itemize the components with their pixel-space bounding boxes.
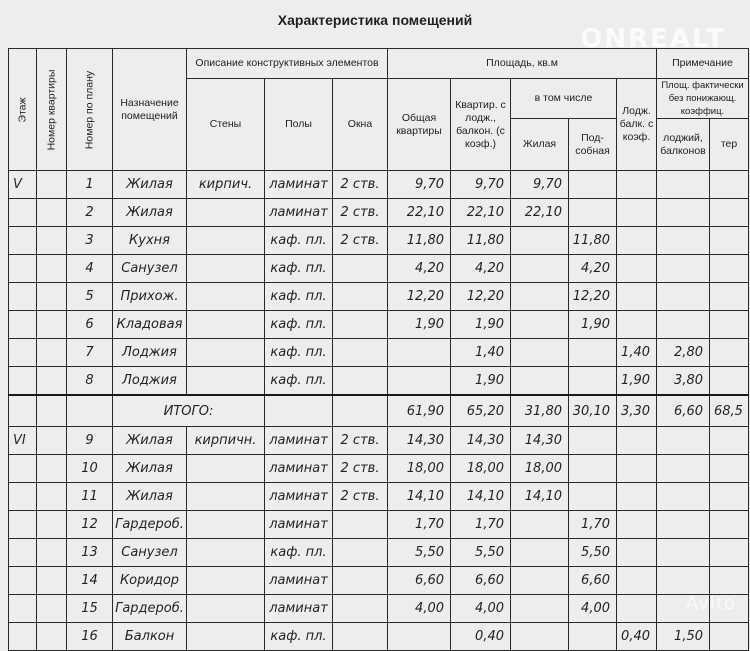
apartment-area-cell: 0,40 — [451, 623, 511, 651]
apartment-cell — [37, 427, 67, 455]
floors-cell: ламинат — [265, 455, 333, 483]
plan-number-cell: 12 — [67, 511, 113, 539]
table-row — [9, 283, 749, 311]
total-area-cell: 14,30 — [388, 427, 451, 455]
floor-cell — [9, 199, 37, 227]
total-last: 68,5 — [710, 395, 749, 427]
auxiliary-area-cell — [569, 367, 617, 396]
walls-cell — [187, 539, 265, 567]
last-cell — [710, 539, 749, 567]
auxiliary-area-cell — [569, 483, 617, 511]
table-row — [9, 427, 749, 455]
living-area-cell — [511, 567, 569, 595]
header-loggia-coef: Лодж. балк. с коэф. — [617, 79, 657, 171]
apartment-area-cell: 12,20 — [451, 283, 511, 311]
last-cell — [710, 283, 749, 311]
walls-cell — [187, 311, 265, 339]
table-row — [9, 199, 749, 227]
floor-cell — [9, 455, 37, 483]
living-area-cell: 9,70 — [511, 171, 569, 199]
actual-area-cell — [657, 427, 710, 455]
table-row — [9, 567, 749, 595]
loggia-coef-cell — [617, 483, 657, 511]
walls-cell — [187, 283, 265, 311]
purpose-cell: Санузел — [113, 539, 187, 567]
total-area-cell: 1,90 — [388, 311, 451, 339]
total-area-cell: 5,50 — [388, 539, 451, 567]
windows-cell — [333, 255, 388, 283]
apartment-cell — [37, 339, 67, 367]
actual-area-cell — [657, 171, 710, 199]
apartment-area-cell: 1,90 — [451, 311, 511, 339]
windows-cell: 2 ств. — [333, 483, 388, 511]
walls-cell — [187, 227, 265, 255]
walls-cell — [187, 199, 265, 227]
actual-area-cell: 3,80 — [657, 367, 710, 396]
floor-cell — [9, 227, 37, 255]
loggia-coef-cell — [617, 455, 657, 483]
auxiliary-area-cell: 4,00 — [569, 595, 617, 623]
purpose-cell: Гардероб. — [113, 595, 187, 623]
table-row — [9, 311, 749, 339]
header-apartment-number: Номер квартиры — [37, 49, 67, 171]
loggia-coef-cell — [617, 199, 657, 227]
last-cell — [710, 595, 749, 623]
plan-number-cell: 7 — [67, 339, 113, 367]
windows-cell: 2 ств. — [333, 171, 388, 199]
plan-number-cell: 9 — [67, 427, 113, 455]
total-zh: 31,80 — [511, 395, 569, 427]
floors-cell: каф. пл. — [265, 367, 333, 396]
table-row — [9, 339, 749, 367]
floor-cell — [9, 367, 37, 396]
loggia-coef-cell — [617, 539, 657, 567]
floors-cell: каф. пл. — [265, 227, 333, 255]
header-area: Площадь, кв.м — [388, 49, 657, 79]
total-area-cell: 22,10 — [388, 199, 451, 227]
last-cell — [710, 311, 749, 339]
windows-cell — [333, 367, 388, 396]
actual-area-cell — [657, 483, 710, 511]
apartment-area-cell: 1,90 — [451, 367, 511, 396]
purpose-cell: Лоджия — [113, 367, 187, 396]
header-last: тер — [710, 119, 749, 171]
auxiliary-area-cell — [569, 427, 617, 455]
apartment-cell — [37, 567, 67, 595]
actual-area-cell — [657, 199, 710, 227]
actual-area-cell — [657, 595, 710, 623]
total-area-cell: 4,20 — [388, 255, 451, 283]
table-row — [9, 539, 749, 567]
walls-cell — [187, 567, 265, 595]
last-cell — [710, 455, 749, 483]
purpose-cell: Кладовая — [113, 311, 187, 339]
apartment-area-cell: 14,30 — [451, 427, 511, 455]
actual-area-cell — [657, 227, 710, 255]
header-purpose: Назначение помещений — [113, 49, 187, 171]
purpose-cell: Жилая — [113, 171, 187, 199]
total-area-cell: 6,60 — [388, 567, 451, 595]
header-floor: Этаж — [9, 49, 37, 171]
auxiliary-area-cell — [569, 623, 617, 651]
document-title: Характеристика помещений — [277, 12, 473, 28]
watermark-bottom: Avito — [686, 593, 736, 614]
header-loggias-balconies: лоджий, балконов — [657, 119, 710, 171]
last-cell — [710, 227, 749, 255]
actual-area-cell — [657, 539, 710, 567]
apartment-cell — [37, 511, 67, 539]
auxiliary-area-cell: 6,60 — [569, 567, 617, 595]
living-area-cell — [511, 511, 569, 539]
loggia-coef-cell — [617, 595, 657, 623]
total-area-cell — [388, 623, 451, 651]
floors-cell: ламинат — [265, 171, 333, 199]
living-area-cell — [511, 339, 569, 367]
plan-number-cell: 4 — [67, 255, 113, 283]
living-area-cell — [511, 227, 569, 255]
plan-number-cell: 11 — [67, 483, 113, 511]
header-windows: Окна — [333, 79, 388, 171]
apartment-area-cell: 9,70 — [451, 171, 511, 199]
table-row — [9, 227, 749, 255]
header-note: Примечание — [657, 49, 749, 79]
loggia-coef-cell — [617, 171, 657, 199]
floors-cell: ламинат — [265, 595, 333, 623]
loggia-coef-cell — [617, 567, 657, 595]
plan-number-cell: 15 — [67, 595, 113, 623]
purpose-cell: Лоджия — [113, 339, 187, 367]
last-cell — [710, 367, 749, 396]
last-cell — [710, 483, 749, 511]
actual-area-cell: 1,50 — [657, 623, 710, 651]
plan-number-cell: 1 — [67, 171, 113, 199]
floor-cell — [9, 539, 37, 567]
total-area-cell: 9,70 — [388, 171, 451, 199]
header-including: в том числе — [511, 79, 617, 119]
floors-cell: каф. пл. — [265, 311, 333, 339]
windows-cell: 2 ств. — [333, 227, 388, 255]
apartment-cell — [37, 455, 67, 483]
apartment-area-cell: 4,00 — [451, 595, 511, 623]
living-area-cell: 18,00 — [511, 455, 569, 483]
total-label: ИТОГО: — [113, 395, 265, 427]
table-row — [9, 511, 749, 539]
total-area-cell: 11,80 — [388, 227, 451, 255]
table-row — [9, 483, 749, 511]
windows-cell — [333, 339, 388, 367]
walls-cell — [187, 455, 265, 483]
auxiliary-area-cell — [569, 171, 617, 199]
loggia-coef-cell — [617, 311, 657, 339]
floor-cell — [9, 339, 37, 367]
header-plan-number: Номер по плану — [67, 49, 113, 171]
apartment-cell — [37, 283, 67, 311]
floors-cell: ламинат — [265, 427, 333, 455]
floor-cell: VI — [9, 427, 37, 455]
purpose-cell: Жилая — [113, 483, 187, 511]
auxiliary-area-cell — [569, 455, 617, 483]
walls-cell — [187, 623, 265, 651]
actual-area-cell — [657, 455, 710, 483]
header-total-area: Общая квартиры — [388, 79, 451, 171]
actual-area-cell — [657, 255, 710, 283]
watermark-logo: ONREALT — [580, 24, 726, 54]
apartment-cell — [37, 367, 67, 396]
windows-cell: 2 ств. — [333, 199, 388, 227]
auxiliary-area-cell: 1,70 — [569, 511, 617, 539]
floors-cell: каф. пл. — [265, 283, 333, 311]
table-row — [9, 455, 749, 483]
floors-cell: каф. пл. — [265, 255, 333, 283]
header-auxiliary: Под-собная — [569, 119, 617, 171]
table-row — [9, 623, 749, 651]
plan-number-cell: 2 — [67, 199, 113, 227]
living-area-cell — [511, 255, 569, 283]
purpose-cell: Коридор — [113, 567, 187, 595]
floor-cell — [9, 255, 37, 283]
auxiliary-area-cell: 12,20 — [569, 283, 617, 311]
plan-number-cell: 16 — [67, 623, 113, 651]
last-cell — [710, 171, 749, 199]
header-construction: Описание конструктивных элементов — [187, 49, 388, 79]
header-apartment-with-loggia: Квартир. с лодж., балкон. (с коэф.) — [451, 79, 511, 171]
floors-cell: каф. пл. — [265, 623, 333, 651]
floor-cell — [9, 511, 37, 539]
living-area-cell — [511, 283, 569, 311]
loggia-coef-cell: 1,90 — [617, 367, 657, 396]
walls-cell: кирпич. — [187, 171, 265, 199]
purpose-cell: Жилая — [113, 455, 187, 483]
apartment-area-cell: 5,50 — [451, 539, 511, 567]
plan-number-cell: 13 — [67, 539, 113, 567]
last-cell — [710, 199, 749, 227]
floor-cell — [9, 567, 37, 595]
apartment-area-cell: 18,00 — [451, 455, 511, 483]
total-area-cell: 18,00 — [388, 455, 451, 483]
last-cell — [710, 255, 749, 283]
floor-cell — [9, 311, 37, 339]
apartment-area-cell: 1,70 — [451, 511, 511, 539]
auxiliary-area-cell — [569, 339, 617, 367]
auxiliary-area-cell: 1,90 — [569, 311, 617, 339]
purpose-cell: Жилая — [113, 199, 187, 227]
walls-cell — [187, 367, 265, 396]
apartment-cell — [37, 623, 67, 651]
table-row — [9, 171, 749, 199]
walls-cell: кирпичн. — [187, 427, 265, 455]
floor-cell — [9, 283, 37, 311]
total-area-cell — [388, 367, 451, 396]
header-living: Жилая — [511, 119, 569, 171]
loggia-coef-cell — [617, 511, 657, 539]
total-area-cell — [388, 339, 451, 367]
floors-cell: ламинат — [265, 511, 333, 539]
living-area-cell: 22,10 — [511, 199, 569, 227]
total-kv: 65,20 — [451, 395, 511, 427]
purpose-cell: Прихож. — [113, 283, 187, 311]
last-cell — [710, 511, 749, 539]
header-actual-area: Площ. фактически без понижающ. коэффиц. — [657, 79, 749, 119]
walls-cell — [187, 255, 265, 283]
apartment-cell — [37, 227, 67, 255]
purpose-cell: Гардероб. — [113, 511, 187, 539]
apartment-cell — [37, 539, 67, 567]
total-area-cell: 14,10 — [388, 483, 451, 511]
apartment-cell — [37, 171, 67, 199]
auxiliary-area-cell: 11,80 — [569, 227, 617, 255]
loggia-coef-cell — [617, 227, 657, 255]
windows-cell — [333, 623, 388, 651]
header-walls: Стены — [187, 79, 265, 171]
floors-cell: каф. пл. — [265, 539, 333, 567]
windows-cell — [333, 595, 388, 623]
plan-number-cell: 14 — [67, 567, 113, 595]
apartment-cell — [37, 483, 67, 511]
windows-cell — [333, 539, 388, 567]
living-area-cell — [511, 595, 569, 623]
rooms-table — [8, 48, 749, 651]
apartment-cell — [37, 255, 67, 283]
purpose-cell: Жилая — [113, 427, 187, 455]
walls-cell — [187, 511, 265, 539]
table-row — [9, 255, 749, 283]
loggia-coef-cell — [617, 255, 657, 283]
total-lodzh: 3,30 — [617, 395, 657, 427]
living-area-cell — [511, 311, 569, 339]
purpose-cell: Санузел — [113, 255, 187, 283]
walls-cell — [187, 339, 265, 367]
apartment-area-cell: 14,10 — [451, 483, 511, 511]
apartment-cell — [37, 199, 67, 227]
apartment-area-cell: 22,10 — [451, 199, 511, 227]
apartment-area-cell: 4,20 — [451, 255, 511, 283]
plan-number-cell: 10 — [67, 455, 113, 483]
actual-area-cell — [657, 311, 710, 339]
living-area-cell: 14,10 — [511, 483, 569, 511]
total-row — [9, 395, 749, 427]
living-area-cell — [511, 623, 569, 651]
loggia-coef-cell — [617, 427, 657, 455]
last-cell — [710, 567, 749, 595]
floors-cell: ламинат — [265, 567, 333, 595]
living-area-cell — [511, 367, 569, 396]
windows-cell — [333, 567, 388, 595]
windows-cell — [333, 311, 388, 339]
loggia-coef-cell — [617, 283, 657, 311]
windows-cell: 2 ств. — [333, 427, 388, 455]
header-floors: Полы — [265, 79, 333, 171]
apartment-area-cell: 6,60 — [451, 567, 511, 595]
walls-cell — [187, 595, 265, 623]
apartment-area-cell: 1,40 — [451, 339, 511, 367]
last-cell — [710, 339, 749, 367]
total-area-cell: 1,70 — [388, 511, 451, 539]
floor-cell — [9, 623, 37, 651]
total-area-cell: 4,00 — [388, 595, 451, 623]
loggia-coef-cell: 0,40 — [617, 623, 657, 651]
windows-cell — [333, 511, 388, 539]
plan-number-cell: 6 — [67, 311, 113, 339]
floors-cell: ламинат — [265, 483, 333, 511]
plan-number-cell: 8 — [67, 367, 113, 396]
actual-area-cell — [657, 283, 710, 311]
purpose-cell: Балкон — [113, 623, 187, 651]
windows-cell — [333, 283, 388, 311]
auxiliary-area-cell: 4,20 — [569, 255, 617, 283]
auxiliary-area-cell — [569, 199, 617, 227]
plan-number-cell: 3 — [67, 227, 113, 255]
auxiliary-area-cell: 5,50 — [569, 539, 617, 567]
walls-cell — [187, 483, 265, 511]
floor-cell — [9, 483, 37, 511]
loggia-coef-cell: 1,40 — [617, 339, 657, 367]
apartment-cell — [37, 595, 67, 623]
floors-cell: каф. пл. — [265, 339, 333, 367]
living-area-cell — [511, 539, 569, 567]
table-row — [9, 595, 749, 623]
total-fakt: 6,60 — [657, 395, 710, 427]
living-area-cell: 14,30 — [511, 427, 569, 455]
windows-cell: 2 ств. — [333, 455, 388, 483]
last-cell — [710, 427, 749, 455]
total-obsh: 61,90 — [388, 395, 451, 427]
purpose-cell: Кухня — [113, 227, 187, 255]
table-row — [9, 367, 749, 396]
floor-cell: V — [9, 171, 37, 199]
actual-area-cell — [657, 567, 710, 595]
total-pod: 30,10 — [569, 395, 617, 427]
actual-area-cell: 2,80 — [657, 339, 710, 367]
plan-number-cell: 5 — [67, 283, 113, 311]
apartment-cell — [37, 311, 67, 339]
total-area-cell: 12,20 — [388, 283, 451, 311]
apartment-area-cell: 11,80 — [451, 227, 511, 255]
floor-cell — [9, 595, 37, 623]
last-cell — [710, 623, 749, 651]
actual-area-cell — [657, 511, 710, 539]
floors-cell: ламинат — [265, 199, 333, 227]
